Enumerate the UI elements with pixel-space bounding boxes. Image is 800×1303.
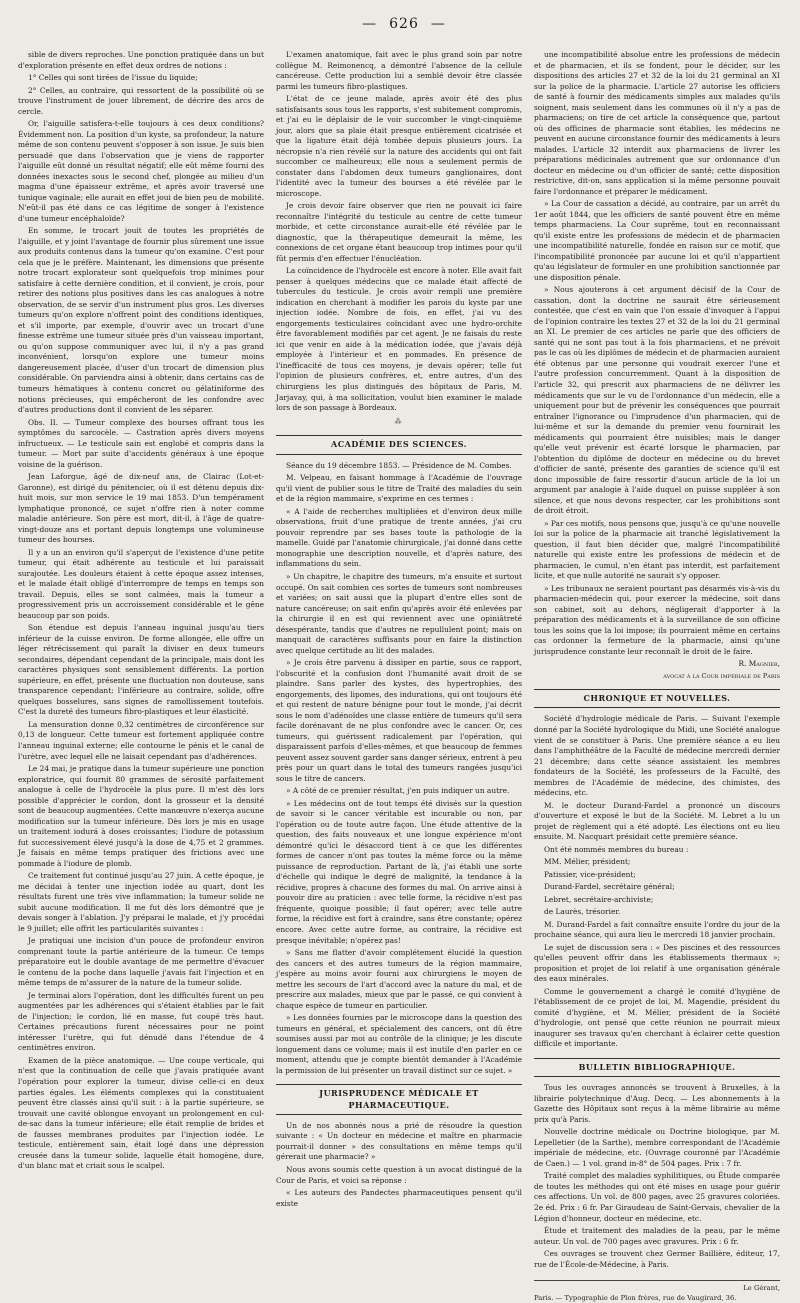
paragraph: Nous avons soumis cette question à un avocat distingué de la Cour de Paris, et voici sa réponse : (276, 1165, 522, 1185)
paragraph: Comme le gouvernement a chargé le comité d'hygiène de l'établissement de ce projet de loi, M. Magendie, président du comité d'hygiène, et M. Mélier, président de la Société d'hydrologie, ont pensé que cette réunion ne pourrait mieux inaugurer ses travaux qu'en cherchant à éclairer cette question difficile et importante. (534, 986, 780, 1049)
paragraph: Lebret, secrétaire-archiviste; (544, 894, 654, 904)
paragraph: MM. Mélier, président; (544, 857, 631, 867)
paragraph: Tous les ouvrages annoncés se trouvent à Bruxelles, à la librairie polytechnique d'Aug. Decq. — Les abonnements à la Gazette des Hôpitaux sont reçus à la même librairie au même prix qu'à Paris. (534, 1083, 780, 1124)
printer-line: Paris. — Typographie de Plon frères, rue de Vaugirard, 36. (534, 1293, 737, 1302)
paragraph: En somme, le trocart jouit de toutes les propriétés de l'aiguille, et y joint l'avantage de fournir plus sûrement une issue aux produits contenus dans la tumeur qu'on examine. C'est pour cela que je le préfère. Maintenant, les dimensions que présente notre trocart explorateur sont quelquefois trop minimes pour satisfaire à cette dernière condition, et il convient, je crois, pour retirer des notions plus positives dans les cas analogues à notre observation, de se servir d'un instrument plus gros. Les diverses tumeurs qu'on explore n'offrent point des conditions identiques, et s'il importe, par exemple, d'ouvrir avec un trocart d'une finesse extrême une tumeur située près d'un vaisseau important, ou qu'on suppose communiquer avec lui, il n'y a pas grand inconvénient, lorsqu'on explore une tumeur moins dangereusement placée, d'user d'un trocart de dimension plus considérable. On parviendra ainsi à obtenir, dans certains cas de tumeurs hématiques à contenu concret ou gélatiniforme des notions précieuses, qui empêcheront de les confondre avec d'autres productions dont il convient de les séparer. (18, 226, 264, 415)
paragraph: » La Cour de cassation a décidé, au contraire, par un arrêt du 1er août 1844, que les officiers de santé pouvent être en même temps pharmaciens. La Cour suprême, tout en reconnaissant qu'il existe entre les professions de médecin et de pharmacien une incompatibilité naturelle, fondée en raison sur ce motif, que l'incompatibilité prononcée par aucune loi et qu'il n'appartient qu'au législateur de formuler en une prohibition sanctionnée par une disposition pénale. (534, 199, 780, 282)
chronique-heading: CHRONIQUE ET NOUVELLES. (534, 689, 780, 708)
paragraph: Il y a un an environ qu'il s'aperçut de l'existence d'une petite tumeur, qui était adhérente au testicule et lui paraissait surajoutée. Les douleurs étaient à cette époque assez intenses, et le malade était obligé d'interrompre de temps en temps son travail. Depuis, elles se sont calmées, mais la tumeur a progressivement pris un accroissement considérable et le gêne beaucoup par son poids. (18, 547, 264, 620)
paragraph: Nouvelle doctrine médicale ou Doctrine biologique, par M. Lepelletier (de la Sarthe), membre correspondant de l'Académie impériale de médecine, etc. (Ouvrage couronné par l'Académie de Caen.) — 1 vol. grand in-8° de 504 pages. Prix : 7 fr. (534, 1127, 780, 1168)
paragraph: Traité complet des maladies syphilitiques, ou Étude comparée de toutes les méthodes qui ont été mises en usage pour guérir ces affections. Un vol. de 800 pages, avec 25 gravures coloriées. 2e éd. Prix : 6 fr. Par Giraudeau de Saint-Gervais, chevalier de la Légion d'honneur, docteur en médecine, etc. (534, 1171, 780, 1223)
column-1 (18, 50, 264, 1170)
paragraph: de Laurès, trésorier. (544, 907, 621, 917)
paragraph: Patissier, vice-président; (544, 869, 636, 879)
paragraph: « A l'aide de recherches multipliées et d'environ deux mille observations, fruit d'une pratique de trente années, j'ai cru pouvoir reprendre par ses bases toute la pathologie de la mamelle. Guidé par l'anatomie chirurgicale, j'ai donné dans cette monographie une description nouvelle, et d'après nature, des inflammations du sein. (276, 506, 522, 569)
column-3 (534, 50, 780, 1302)
paragraph: M. Durand-Fardel a fait connaître ensuite l'ordre du jour de la prochaine séance, qui aura lieu le mercredi 18 janvier prochain. (534, 919, 780, 940)
imprint (534, 1280, 780, 1303)
paragraph: » Je crois être parvenu à dissiper en partie, sous ce rapport, l'obscurité et la confusion dont l'humanité avait droit de se plaindre. Sans parler des kystes, des hypertrophies, des engorgements, des lipomes, des indurations, qui ont toujours été et qui restent de nature bénigne pour tout le monde, j'ai décrit sous le nom d'adénoïdes une classe entière de tumeurs qu'il sera facile dorénavant de ne plus confondre avec le cancer. Or, ces tumeurs, qui guérissent radicalement par l'opération, qui disparaissent parfois d'elles-mêmes, et que beaucoup de femmes peuvent assez souvent garder sans danger sérieux, entrent à peu près pour un quart dans le total des tumeurs rangées jusqu'ici sous le titre de cancers. (276, 658, 522, 783)
paragraph: Jean Laforgue, âgé de dix-neuf ans, de Clairac (Lot-et-Garonne), est dirigé du pénitencier, où il est détenu depuis dix-huit mois, sur mon service le 19 mai 1853. D'un tempérament lymphatique prononcé, ce sujet n'offre rien à noter comme maladie antérieure. Son père est mort, dit-il, à l'âge de quatre-vingt-douze ans et portant depuis longtemps une volumineuse tumeur des bourses. (18, 472, 264, 545)
paragraph: Durand-Fardel, secrétaire général; (544, 882, 675, 892)
page-number-value: 626 (389, 16, 419, 32)
paragraph: » Sans me flatter d'avoir complétement élucidé la question des cancers et des autres tumeurs de la région mammaire, j'espère au moins avoir fourni aux chirurgiens le moyen de mettre les secours de l'art d'accord avec la nature du mal, et de prescrire aux malades, mieux que par le passé, ce qui convient à chaque espèce de tumeur en particulier. (276, 948, 522, 1010)
paragraph: » Les médecins ont de tout temps été divisés sur la question de savoir si le cancer véritable est incurable ou non, par l'opération ou de toute autre façon. Une étude attentive de la question, des faits nouveaux et une longue expérience m'ont démontré qu'ici le désaccord tient à ce que les différentes formes de cancer n'ont pas toutes la même force ou la même puissance de reproduction. Partant de là, j'ai établi une sorte d'échelle qui indique le degré de malignité, la tendance à la récidive, propres à chacune des formes du mal. On arrive ainsi à pouvoir dire au praticien : avec telle forme, la récidive n'est pas fréquente, quoique possible; il faut opérer; avec telle autre forme, la récidive est fort à craindre, sans être constante; opérez encore. Avec cette autre forme, au contraire, la récidive est presque inévitable; n'opérez pas! (276, 798, 522, 945)
paragraph: 1° Celles qui sont tirées de l'issue du liquide; (28, 73, 198, 83)
paragraph: Son étendue est depuis l'anneau inguinal jusqu'au tiers inférieur de la cuisse environ. De forme allongée, elle offre un léger rétrécissement qui paraît la diviser en deux tumeurs secondaires, dépendant cependant de la principale, mais dont les caractères physiques sont sensiblement différents. La portion supérieure, en effet, présente une fluctuation non douteuse, sans transparence cependant; l'inférieure au contraire, solide, offre quelques bosselures, sans signes de ramollissement toutefois. C'est la dureté des tumeurs fibro-plastiques et leur élasticité. (18, 623, 264, 717)
jurisprudence-section (276, 1121, 522, 1209)
paragraph: M. le docteur Durand-Fardel a prononcé un discours d'ouverture et exposé le but de la Société. M. Lebret a lu un projet de règlement qui a été adopté. Les élections ont eu lieu ensuite. M. Nacquart présidait cette première séance. (534, 800, 780, 842)
paragraph: Le 24 mai, je pratique dans la tumeur supérieure une ponction exploratrice, qui fournit 80 grammes de sérosité parfaitement analogue à celle de l'hydrocèle la plus pure. Il m'est dès lors possible d'apprécier le cordon, dont la grosseur et la densité sont de beaucoup augmentées. Cette manœuvre n'exerça aucune modification sur la tumeur inférieure. Dès lors je mis en usage un traitement iodurá à doses croissantes; l'iodure de potassium fut successivement élevé jusqu'à la dose de 4,75 et 2 grammes. Je faisais en même temps pratiquer des frictions avec une pommade à l'iodure de plomb. (18, 764, 264, 868)
columns (18, 50, 790, 1302)
paragraph: Je terminai alors l'opération, dont les difficultés furent un peu augmentées par les adhérences qui s'étaient établies par le fait de l'injection; le cordon, lié en masse, fut coupé très haut. Certaines précautions furent nécessaires pour ne point intéresser l'urètre, qui fut dénudé dans l'étendue de 4 centimètres environ. (18, 990, 264, 1053)
paragraph: Séance du 19 décembre 1853. — Présidence de M. Combes. (286, 460, 512, 470)
paragraph: 2° Celles, au contraire, qui ressortent de la possibilité où se trouve l'instrument de jouer librement, de décrire des arcs de cercle. (18, 85, 264, 116)
paragraph: Je crois devoir faire observer que rien ne pouvait ici faire reconnaître l'intégrité du testicule au centre de cette tumeur morbide, et cette circonstance aurait-elle été révélée par le diagnostic, que la thérapeutique demeurait la même, les connexions de cet organe étant beaucoup trop intimes pour qu'il fût permis d'en effectuer l'énucléation. (276, 201, 522, 263)
paragraph: « Les auteurs des Pandectes pharmaceutiques pensent qu'il existe (276, 1188, 522, 1208)
paragraph: L'état de ce jeune malade, après avoir été des plus satisfaisants sous tous les rapports, s'est subitement compromis, et j'ai eu le déplaisir de le voir succomber le vingt-cinquième jour, alors que sa plaie était presque entièrement cicatrisée et que la ligature était déjà tombée depuis plusieurs jours. La nécropsie n'a rien révélé sur la nature des accidents qui ont fait succomber ce malheureux; elle nous a seulement permis de constater dans l'abdomen deux tumeurs ganglionaires, dont l'identité avec la tumeur des bourses a été révélée par le microscope. (276, 94, 522, 198)
paragraph: La mensuration donne 0,32 centimètres de circonférence sur 0,13 de longueur. Cette tumeur est fortement appliquée contre l'anneau inguinal externe; elle contourne le pénis et le canal de l'urètre, avec lequel elle ne laisait cependant pas d'adhérences. (18, 719, 264, 761)
paragraph: Ont été nommés membres du bureau : (544, 844, 689, 854)
paragraph: » Les tribunaux ne seraient pourtant pas désarmés vis-à-vis du pharmacien-médecin qui, pour exercer la médecine, soit dans son cabinet, soit au dehors, négligerait d'apporter à la préparation des médicaments et à la surveillance de son officine tous les soins que la loi impose; ils pourraient même en certains cas ordonner la fermeture de la pharmacie, ainsi qu'une jurisprudence constante leur reconnaît le droit de le faire. (534, 583, 780, 656)
paragraph: Un de nos abonnés nous a prié de résoudre la question suivante : « Un docteur en médecine et maître en pharmacie pourrait-il donner » des consultations en même temps qu'il gérerait une pharmacie? » (276, 1120, 522, 1162)
signature: R. Magnier, (738, 659, 780, 669)
bibliography-section (534, 1083, 780, 1270)
paragraph: La coïncidence de l'hydrocèle est encore à noter. Elle avait fait penser à quelques médecins que ce malade était affecté de tubercules du testicule. Je crois avoir rempli une première indication en cherchant à modifier les parois du kyste par une injection iodée. Nombre de fois, en effet, j'ai vu des engorgements testiculaires coïncidant avec une hydro-orchite être favorablement modifiés par cet agent. Je ne faisais du reste ici que venir en aide à la médication iodée, que j'avais déjà employée à l'intérieur et en pommades. En présence de l'inefficacité de tous ces moyens, je devais opérer; telle fut l'opinion de plusieurs confrères, et, entre autres, d'un des chirurgiens les plus distingués des hôpitaux de Paris, M. Jarjavay, qui, à ma sollicitation, voulut bien examiner le malade lors de son passage à Bordeaux. (276, 266, 522, 413)
decorative-rule: ⁂ (394, 417, 404, 426)
paragraph: » Un chapitre, le chapitre des tumeurs, m'a ensuite et surtout occupé. On sait combien ces sortes de tumeurs sont nombreuses et variées; on sait aussi que la plupart d'entre elles sont de nature cancéreuse; on sait enfin qu'après avoir été enlevées par la chirurgie il en est qui reviennent avec une opiniâtreté désespérante, tandis que d'autres ne repullulent point; mais on manquait de caractères suffisants pour en faire la distinction avec quelque certitude au lit des malades. (276, 571, 522, 655)
bibliography-heading: BULLETIN BIBLIOGRAPHIQUE. (534, 1058, 780, 1077)
academy-heading: ACADÉMIE DES SCIENCES. (276, 435, 522, 454)
paragraph: Ces ouvrages se trouvent chez Germer Baillière, éditeur, 17, rue de l'École-de-Médecine, à Paris. (534, 1249, 780, 1269)
paragraph: Je pratiquai une incision d'un pouce de profondeur environ comprenant toute la partie antérieure de la tumeur. Ce temps préparatoire eut le double avantage de me permettre d'évacuer le contenu de la poche dans laquelle j'avais fait l'injection et en même temps de m'assurer de la nature de la tumeur solide. (18, 936, 264, 988)
paragraph: » A côté de ce premier résultat, j'en puis indiquer un autre. (286, 786, 510, 796)
paragraph: L'examen anatomique, fait avec le plus grand soin par notre collègue M. Reimonencq, a démontré l'absence de la cellule cancéreuse. Cette production lui a semblé devoir être classée parmi les tumeurs fibro-plastiques. (276, 50, 522, 91)
paragraph: Société d'hydrologie médicale de Paris. — Suivant l'exemple donné par la Société hydrologique du Midi, une Société analogue vient de se constituer à Paris. Une première séance a eu lieu dans l'amphithéâtre de la Faculté de médecine mercredi dernier 21 décembre; dans cette séance assistaient les membres fondateurs de la Société, les professeurs de la Faculté, des membres de l'Académie de médecine, des chimistes, des médecins, etc. (534, 714, 780, 798)
academy-section (276, 461, 522, 1076)
paragraph: Or, l'aiguille satisfera-t-elle toujours à ces deux conditions? Évidemment non. La position d'un kyste, sa profondeur, la nature même de son contenu peuvent s'opposer à son issue. Je suis bien persuadé que dans l'observation que je viens de rapporter l'aiguille eût donné un résultat négatif; elle eût même fourni des données inexactes sous le second chef, plongée au milieu d'un magma d'une épaisseur extrême, et après avoir traversé une tunique vaginale; elle aurait en effet joui de bien peu de mobilité. N'eût-il pas été dans ce cas légitime de songer à l'existence d'une tumeur encéphaloïde? (18, 119, 264, 223)
paragraph: » Les données fournies par le microscope dans la question des tumeurs en général, et spécialement des cancers, ont dû être soumises aussi par moi au contrôle de la clinique; je les discute longuement dans ce volume; mais il est inutile d'en parler en ce moment, attendu que je compte bientôt demander à l'Académie la permission de lui présenter un travail distinct sur ce sujet. » (276, 1013, 522, 1075)
column-3-article (534, 50, 780, 657)
paragraph: Le sujet de discussion sera : « Des piscines et des ressources qu'elles peuvent offrir dans les établissements thermaux »; proposition et projet de loi relatif à une organisation générale des eaux minérales. (534, 942, 780, 984)
column-2-article (276, 50, 522, 414)
paragraph: » Nous ajouterons à cet argument décisif de la Cour de cassation, dont la doctrine ne saurait être sérieusement contestée, que c'est en vain que l'on essaie d'invoquer à l'appui de l'opinion contraire les textes 27 et 32 de la loi du 21 germinal an XI. Le premier de ces articles ne parle que des officiers de santé qui ne sont pas tout à la fois pharmaciens, et ne prévoit pas le cas où les diplômes de médecin et de pharmacien auraient été obtenus par une personne qui voudrait exercer l'une et l'autre profession concurremment. Quant à la disposition de l'article 32, qui prescrit aux pharmaciens de ne délivrer les médicaments que sur le vu de l'ordonnance d'un médecin, elle a uniquement pour but de prévenir les conséquences que pourrait entraîner l'ignorance ou l'imprudence d'un pharmacien, qui de lui-même et sur la demande du premier venu fournirait les médicaments qui pourraient être nuisibles; mais le danger qu'elle veut prévenir est écarté lorsque le pharmacien, par l'obtention du diplôme de docteur en médecine ou du brevet d'officier de santé, présente des garanties de science qu'il est donc impossible de faire ressortir d'aucun article de la loi un argument par analogie à l'aide duquel on puisse suppléer à son silence, et que nous devons respecter, car les prohibitions sont de droit étroit. (534, 285, 780, 516)
gerant-label: Le Gérant, (743, 1284, 780, 1293)
paragraph: M. Velpeau, en faisant hommage à l'Académie de l'ouvrage qu'il vient de publier sous le titre de Traité des maladies du sein et de la région mammaire, s'exprime en ces termes : (276, 473, 522, 504)
paragraph: Obs. II. — Tumeur complexe des bourses offrant tous les symptômes du sarcocèle. — Castration après divers moyens infructueux. — Le testicule sain est englobé et compris dans la tumeur. — Mort par suite d'accidents généraux à une époque voisine de la guérison. (18, 417, 264, 469)
paragraph: Étude et traitement des maladies de la peau, par le même auteur. Un vol. de 700 pages avec gravures. Prix : 6 fr. (534, 1226, 780, 1246)
jurisprudence-heading: JURISPRUDENCE MÉDICALE ET PHARMACEUTIQUE. (276, 1084, 522, 1115)
paragraph: sible de divers reproches. Une ponction pratiquée dans un but d'exploration présente en effet deux ordres de notions : (18, 50, 264, 70)
chronique-section (534, 714, 780, 1049)
paragraph: » Par ces motifs, nous pensons que, jusqu'à ce qu'une nouvelle loi sur la police de la pharmacie ait tranché législativement la question, il faut bien décider que, malgré l'incompatibilité naturelle qui existe entre les professions de médecin et de pharmacien, le cumul, n'en étant pas interdit, est parfaitement licite, et que nulle autorité ne saurait s'y opposer. (534, 518, 780, 581)
column-2 (276, 50, 522, 1208)
paragraph: une incompatibilité absolue entre les professions de médecin et de pharmacien, et ils se fondent, pour le décider, sur les dispositions des articles 27 et 32 de la loi du 21 germinal an XI sur la police de la pharmacie. L'article 27 autorise les officiers de santé à fournir des médicaments simples aux malades qu'ils soignent, mais seulement dans les communes où il n'y a pas de pharmaciens; on tire de cet article la conséquence que, partout où des officines de pharmacie sont établies, les médecins ne peuvent en aucune circonstance fournir des médicaments à leurs malades. L'article 32 interdit aux pharmaciens de livrer les préparations médicinales autrement que sur ordonnance d'un docteur en médecine ou d'un officier de santé; cette disposition restrictive, dit-on, sans application si la même personne pouvait faire l'ordonnance et préparer le médicament. (534, 50, 780, 196)
signature-title: avocat à la Cour impériale de Paris (663, 671, 780, 680)
page-number: — 626 — (362, 16, 446, 32)
paragraph: Examen de la pièce anatomique. — Une coupe verticale, qui n'est que la continuation de celle que j'avais pratiquée avant l'opération pour explorer la tumeur, divise celle-ci en deux parties égales. Les éléments complexes qui la constituaient peuvent être classés ainsi qu'il suit : à la partie supérieure, se trouvait une cavité oblongue envoyant un prolongement en cul-de-sac dans la tumeur inférieure; elle était remplie de brides et de fausses membranes produites par l'injection iodée. Le testicule, entièrement sain, était logé dans une dépression creusée dans la tumeur solide, laquelle était homogène, dure, d'un blanc mat et criait sous le scalpel. (18, 1055, 264, 1171)
paragraph: Ce traitement fut continué jusqu'au 27 juin. A cette époque, je me décidai à tenter une injection iodée au quart, dont les résultats furent une très vive inflammation; la tumeur solide ne subit aucune modification. Il me fut dès lors démontré que je devais songer à l'ablation. J'y préparai le malade, et j'y procédai le 9 juillet; elle offrit les particularités suivantes : (18, 871, 264, 933)
